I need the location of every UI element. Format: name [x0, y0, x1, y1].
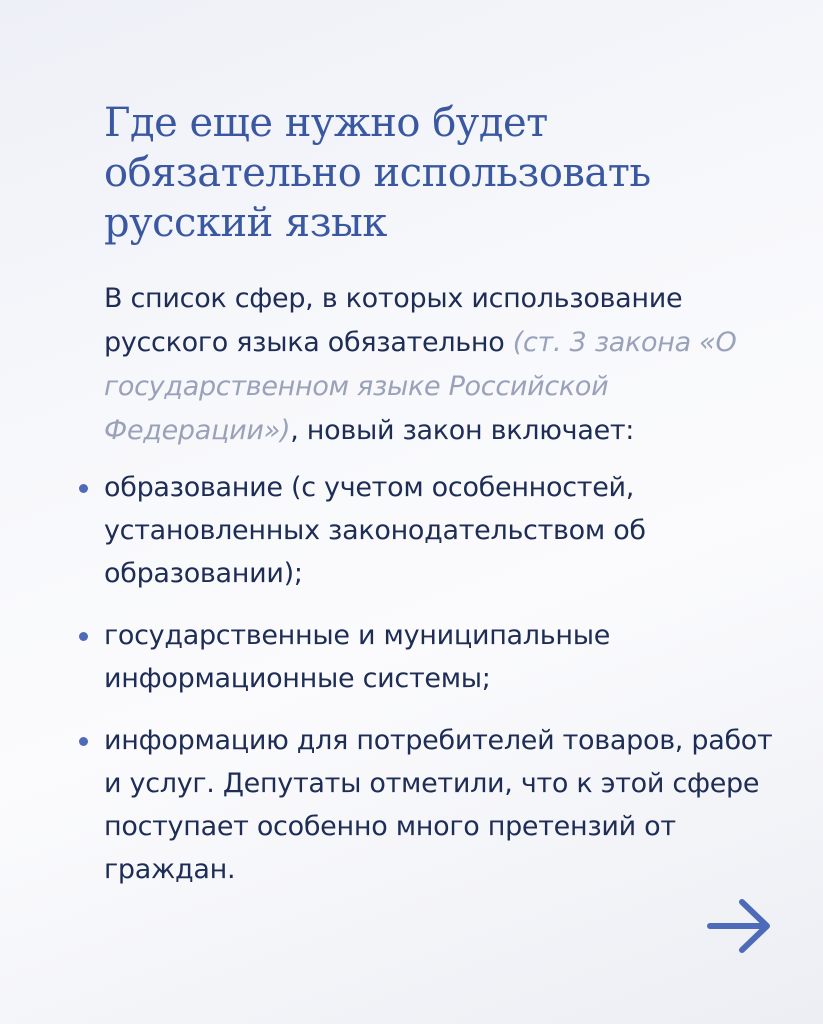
- list-item-text: государственные и муниципальные информационные системы;: [104, 620, 611, 694]
- law-reference: (ст. 3 закона «О государственном языке Российской Федерации»): [104, 327, 737, 446]
- arrow-right-icon[interactable]: [706, 896, 774, 956]
- intro-text: В список сфер, в которых использование русского языка обязательно: [104, 283, 683, 358]
- list-item: [76, 466, 796, 595]
- scope-list: [76, 466, 796, 891]
- slide-title: Где еще нужно будет обязательно использовать русский язык: [104, 100, 651, 246]
- list-item-text: информацию для потребителей товаров, работ и услуг. Депутаты отметили, что к этой сфере поступает особенно много претензий от граждан.: [104, 725, 773, 885]
- intro-text-end: , новый закон включает:: [290, 415, 635, 446]
- bullet-icon: [79, 484, 88, 493]
- bullet-icon: [79, 632, 88, 641]
- list-item-text: образование (с учетом особенностей, установленных законодательством об образовании);: [104, 472, 646, 589]
- intro-paragraph: [104, 277, 794, 453]
- list-item: [76, 614, 796, 700]
- list-item: [76, 719, 796, 891]
- bullet-icon: [79, 737, 88, 746]
